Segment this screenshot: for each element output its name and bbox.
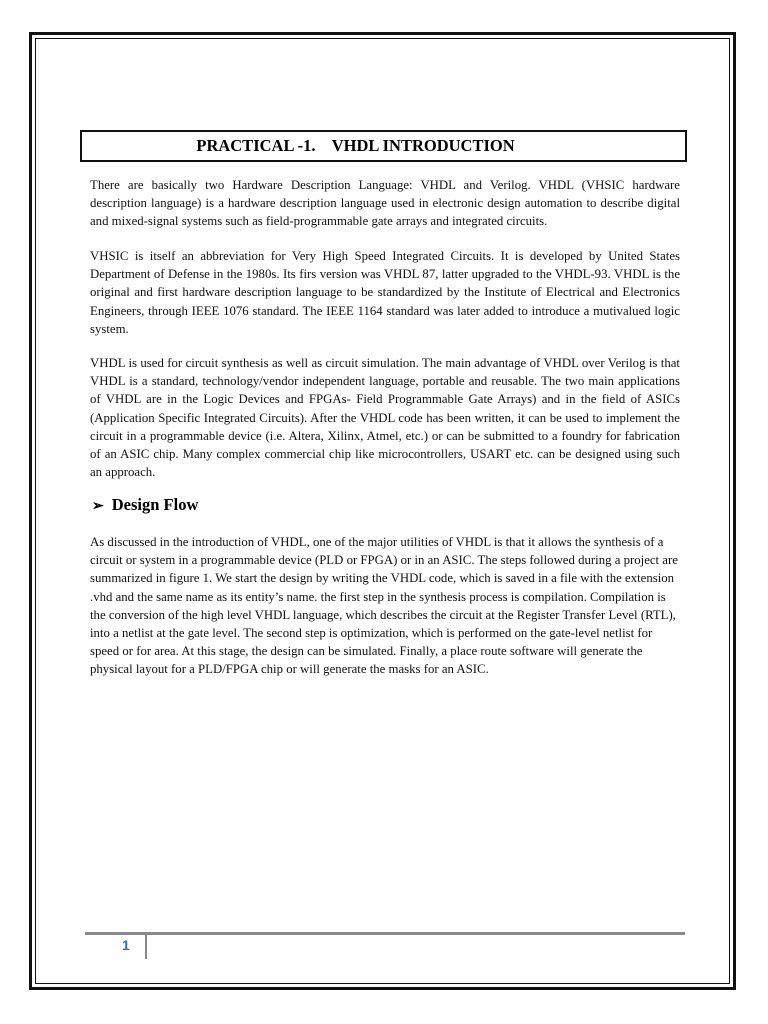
title-box — [80, 130, 687, 162]
page-number: 1 — [122, 937, 130, 953]
intro-paragraph-1: There are basically two Hardware Description Language: VHDL and Verilog. VHDL (VHSIC hardware description language) is a hardware description language used in electronic design automation to describe digital and mixed-signal systems such as field-programmable gate arrays and integrated circuits. — [90, 178, 680, 229]
intro-paragraph-3: VHDL is used for circuit synthesis as well as circuit simulation. The main advantage of VHDL over Verilog is that VHDL is a standard, technology/vendor independent language, portable and reusable. The two main applications of VHDL are in the Logic Devices and FPGAs- Field Programmable Gate Arrays) and in the field of ASICs (Application Specific Integrated Circuits). After the VHDL code has been written, it can be used to implement the circuit in a programmable device (i.e. Altera, Xilinx, Atmel, etc.) or can be submitted to a foundry for fabrication of an ASIC chip. Many complex commercial chip like microcontrollers, USART etc. can be designed using such an approach. — [90, 356, 680, 480]
design-flow-paragraph: As discussed in the introduction of VHDL, one of the major utilities of VHDL is that it allows the synthesis of a circuit or system in a programmable device (PLD or FPGA) or in an ASIC. The steps followed during a project are summarized in figure 1. We start the design by writing the VHDL code, which is saved in a file with the extension .vhd and the same name as its entity’s name. the first step in the synthesis process is compilation. Compilation is the conversion of the high level VHDL language, which describes the circuit at the Register Transfer Level (RTL), into a netlist at the gate level. The second step is optimization, which is performed on the gate-level netlist for speed or for area. At this stage, the design can be simulated. Finally, a place route software will generate the physical layout for a PLD/FPGA chip or will generate the masks for an ASIC. — [90, 535, 678, 677]
bullet-arrow-icon: ➢ — [92, 499, 104, 514]
intro-paragraph-2: VHSIC is itself an abbreviation for Very High Speed Integrated Circuits. It is developed by United States Department of Defense in the 1980s. Its firs version was VHDL 87, latter upgraded to the VHDL-93. VHDL is the original and first hardware description language to be standardized by the Institute of Electrical and Electronics Engineers, through IEEE 1076 standard. The IEEE 1164 standard was later added to introduce a mutivalued logic system. — [90, 249, 680, 336]
footer-rule — [85, 932, 685, 935]
page-title: PRACTICAL -1. VHDL INTRODUCTION — [196, 136, 515, 155]
section-heading — [92, 495, 198, 515]
page-number-divider — [145, 934, 147, 959]
section-heading-text: Design Flow — [111, 495, 199, 514]
